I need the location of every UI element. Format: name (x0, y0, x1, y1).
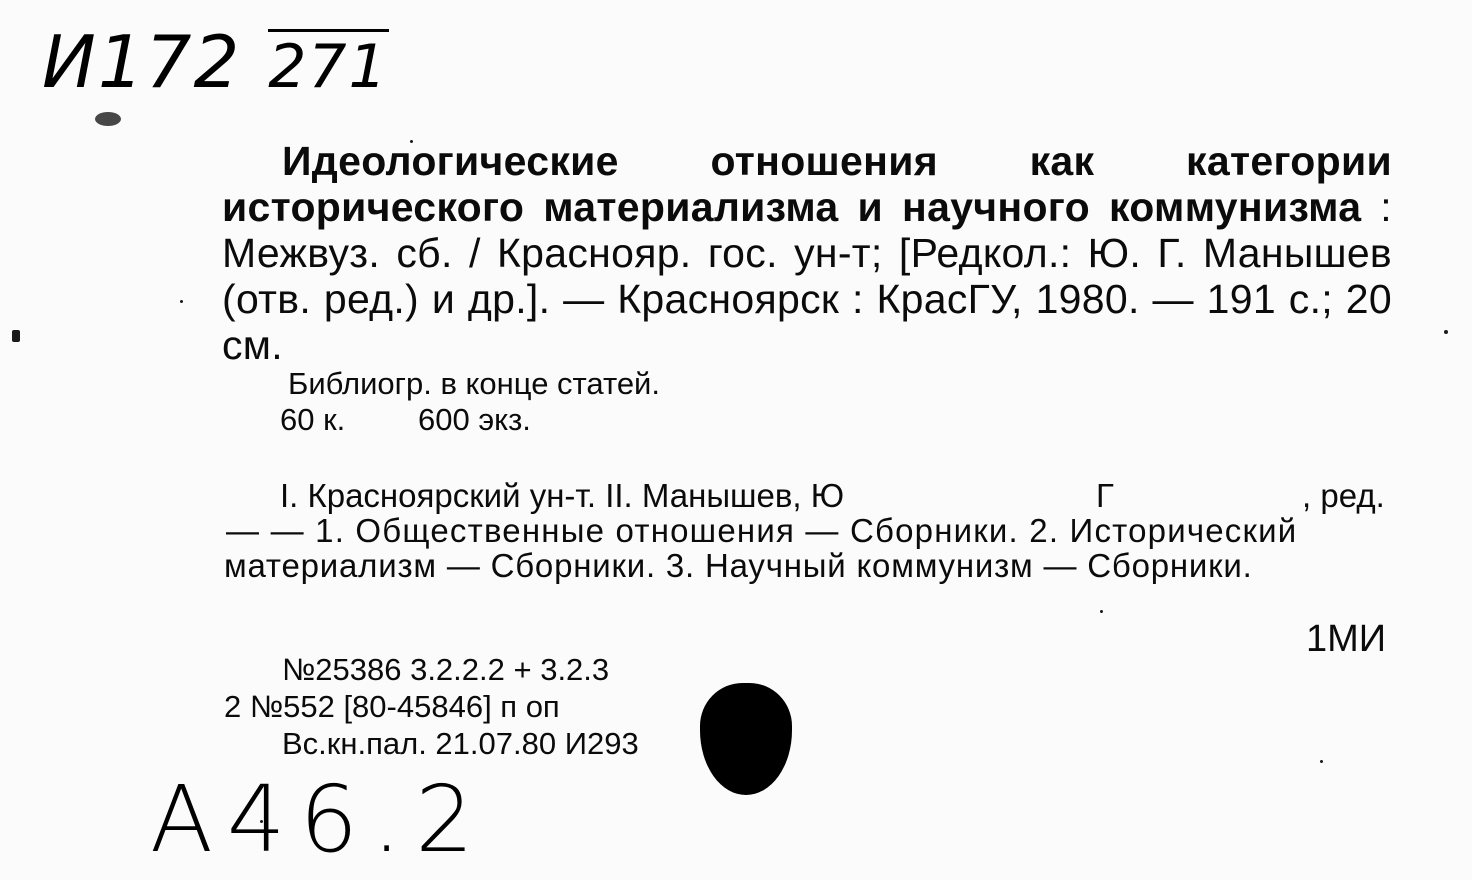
classification-code: 1МИ (1306, 618, 1387, 660)
imprint: : Межвуз. сб. / Краснояр. гос. ун-т; [Редкол.: Ю. Г. Манышев (отв. ред.) и др.]. — Красноярск : КрасГУ, 1980. — 191 с.; 20 см. (222, 184, 1392, 368)
bibliographic-description (222, 138, 1392, 368)
ink-blot (700, 683, 792, 795)
scan-speck (95, 112, 121, 126)
handwritten-shelf-mark: А46.2 (150, 766, 488, 873)
registry-line-2: 2 №552 [80-45846] п оп (224, 689, 560, 724)
scan-speck (1100, 610, 1103, 613)
price: 60 к. (280, 402, 346, 437)
tracing-line-2: — — 1. Общественные отношения — Сборники. 2. Исторический (226, 512, 1298, 549)
tracing-initial: Г (1096, 477, 1114, 514)
tracing-line-1 (280, 477, 844, 515)
tracing-role: , ред. (1302, 477, 1385, 514)
scan-speck (1320, 760, 1323, 763)
bibliography-note: Библиогр. в конце статей. (288, 366, 660, 401)
tracing-authorities: I. Красноярский ун-т. II. Манышев, Ю (280, 477, 845, 514)
scan-speck (1444, 330, 1448, 334)
book-title: Идеологические отношения как категории исторического материализма и научного коммунизма (222, 138, 1392, 230)
handwritten-call-number-suffix: 271 (268, 29, 389, 102)
print-run: 600 экз. (418, 402, 531, 437)
scan-speck (12, 330, 20, 342)
registry-line-3: Вс.кн.пал. 21.07.80 И293 (282, 726, 639, 761)
tracing-line-3: материализм — Сборники. 3. Научный коммунизм — Сборники. (224, 547, 1253, 584)
scan-speck (180, 300, 183, 303)
registry-line-1: №25386 3.2.2.2 + 3.2.3 (282, 652, 610, 687)
handwritten-call-number: И172 271 (42, 20, 389, 104)
